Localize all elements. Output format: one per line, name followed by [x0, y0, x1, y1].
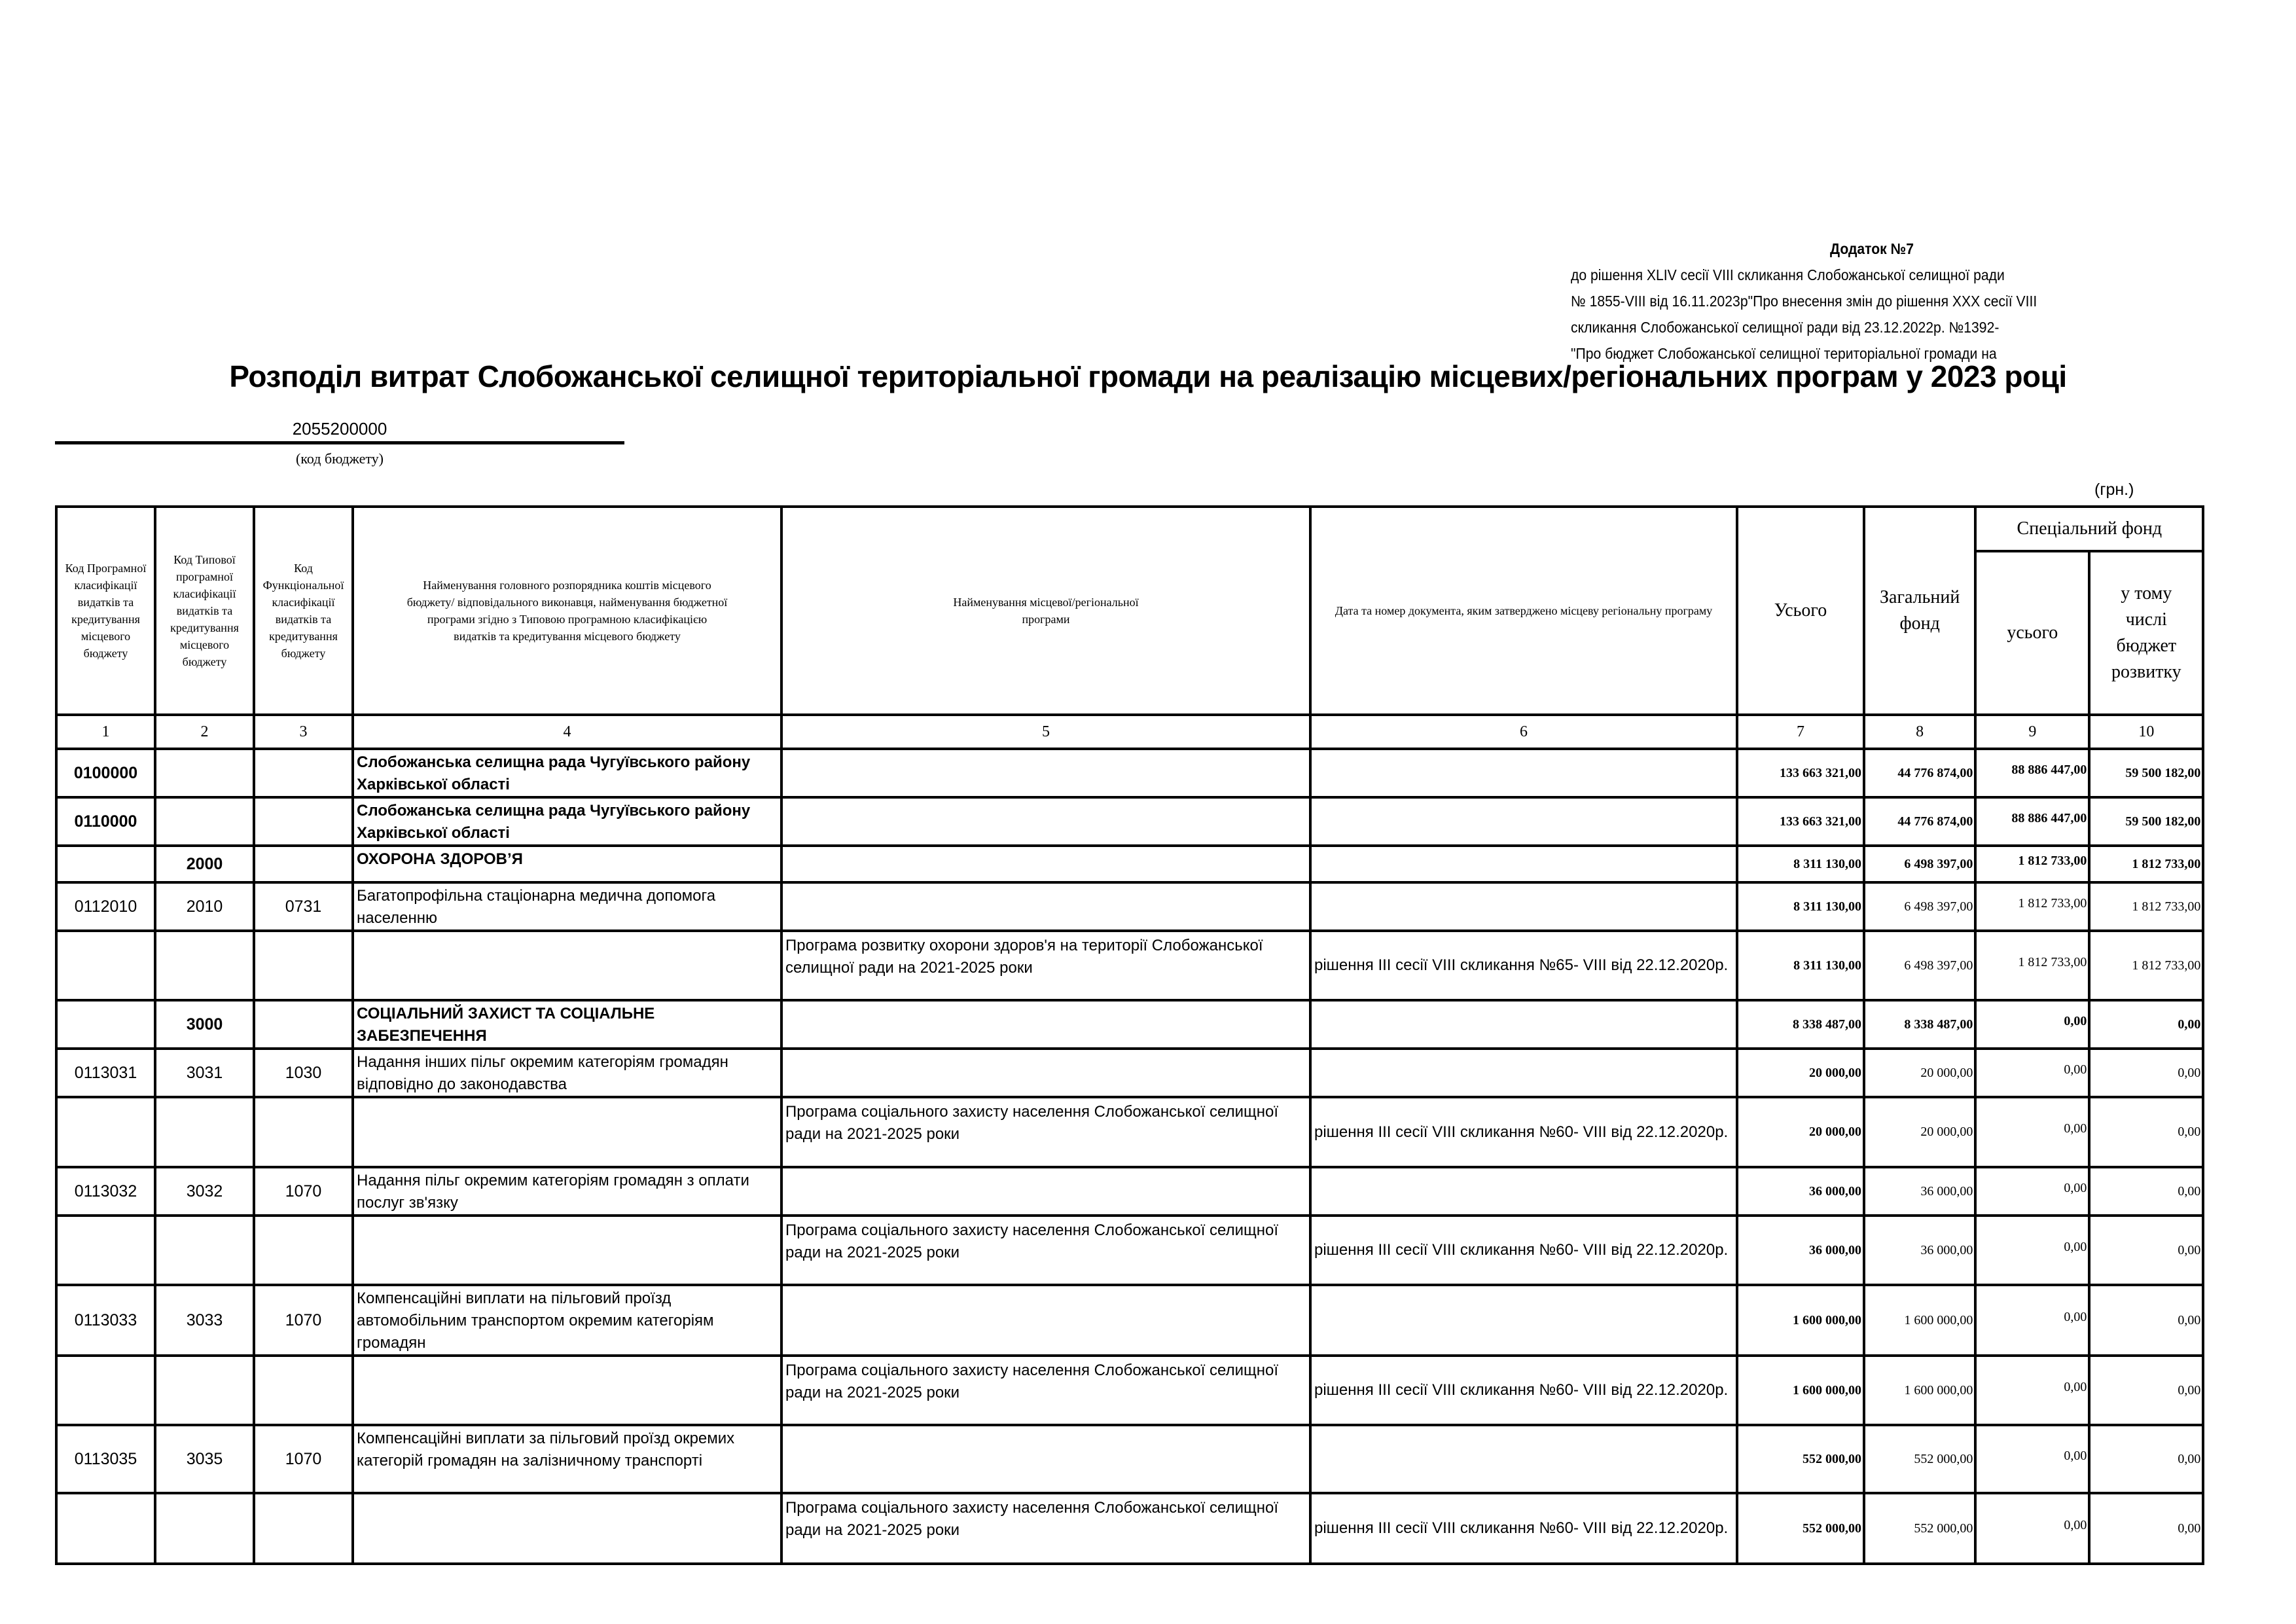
functional-code-cell: 1030 [254, 1049, 353, 1097]
approval-document-cell: рішення ІІІ сесії VIII скликання №60- VIII від 22.12.2020р. [1310, 1097, 1737, 1167]
budget-program-name-cell: Слобожанська селищна рада Чугуївського району Харківської області [353, 749, 781, 797]
typical-program-code-cell [155, 1493, 254, 1564]
local-program-name-cell: Програма соціального захисту населення Слобожанської селищної ради на 2021-2025 роки [781, 1097, 1310, 1167]
local-program-name-cell: Програма розвитку охорони здоров'я на території Слобожанської селищної ради на 2021-2025 роки [781, 931, 1310, 1000]
column-number: 6 [1310, 715, 1737, 749]
special-fund-total-cell: 0,00 [1975, 1356, 2089, 1425]
approval-document-cell [1310, 1000, 1737, 1049]
column-number: 1 [56, 715, 155, 749]
local-program-name-cell [781, 846, 1310, 882]
program-code-cell: 0113035 [56, 1425, 155, 1493]
header-c6: Дата та номер документа, яким затверджено місцеву регіональну програму [1310, 507, 1737, 715]
development-budget-cell: 0,00 [2089, 1493, 2203, 1564]
functional-code-cell [254, 1216, 353, 1285]
development-budget-cell: 1 812 733,00 [2089, 931, 2203, 1000]
general-fund-cell: 36 000,00 [1864, 1216, 1975, 1285]
typical-program-code-cell: 3032 [155, 1167, 254, 1216]
development-budget-cell: 0,00 [2089, 1356, 2203, 1425]
budget-program-name-cell: Слобожанська селищна рада Чугуївського району Харківської області [353, 797, 781, 846]
table-row [56, 1049, 2203, 1097]
header-c3: Код Функціональної класифікації видатків та кредитування бюджету [254, 507, 353, 715]
functional-code-cell: 1070 [254, 1285, 353, 1356]
column-numbers-row [56, 715, 2203, 749]
header-c2: Код Типової програмної класифікації видатків та кредитування місцевого бюджету [155, 507, 254, 715]
development-budget-cell: 0,00 [2089, 1216, 2203, 1285]
appendix-line: до рішення XLIV сесії VIII скликання Слобожанської селищної ради [1571, 266, 2005, 283]
typical-program-code-cell [155, 1356, 254, 1425]
program-code-cell: 0113033 [56, 1285, 155, 1356]
typical-program-code-cell [155, 1097, 254, 1167]
program-code-cell [56, 1356, 155, 1425]
appendix-block [1571, 236, 2149, 367]
table-row [56, 1425, 2203, 1493]
total-amount-cell: 1 600 000,00 [1737, 1285, 1864, 1356]
functional-code-cell [254, 846, 353, 882]
table-row [56, 797, 2203, 846]
general-fund-cell: 1 600 000,00 [1864, 1356, 1975, 1425]
program-code-cell [56, 1000, 155, 1049]
program-code-cell: 0110000 [56, 797, 155, 846]
typical-program-code-cell: 3031 [155, 1049, 254, 1097]
general-fund-cell: 6 498 397,00 [1864, 882, 1975, 931]
budget-program-name-cell [353, 931, 781, 1000]
budget-program-name-cell: Багатопрофільна стаціонарна медична допомога населенню [353, 882, 781, 931]
total-amount-cell: 36 000,00 [1737, 1216, 1864, 1285]
typical-program-code-cell: 3035 [155, 1425, 254, 1493]
program-code-cell [56, 1216, 155, 1285]
local-program-name-cell [781, 882, 1310, 931]
approval-document-cell [1310, 882, 1737, 931]
table-row [56, 1097, 2203, 1167]
appendix-line: скликання Слобожанської селищної ради від 23.12.2022р. №1392- [1571, 319, 2000, 336]
development-budget-cell: 1 812 733,00 [2089, 882, 2203, 931]
approval-document-cell [1310, 1167, 1737, 1216]
special-fund-total-cell: 0,00 [1975, 1097, 2089, 1167]
table-row [56, 931, 2203, 1000]
total-amount-cell: 8 338 487,00 [1737, 1000, 1864, 1049]
budget-program-name-cell: ОХОРОНА ЗДОРОВ’Я [353, 846, 781, 882]
appendix-line: № 1855-VIII від 16.11.2023р"Про внесення змін до рішення XXX сесії VIII [1571, 293, 2037, 310]
general-fund-cell: 20 000,00 [1864, 1049, 1975, 1097]
budget-program-name-cell: СОЦІАЛЬНИЙ ЗАХИСТ ТА СОЦІАЛЬНЕ ЗАБЕЗПЕЧЕННЯ [353, 1000, 781, 1049]
general-fund-cell: 20 000,00 [1864, 1097, 1975, 1167]
general-fund-cell: 8 338 487,00 [1864, 1000, 1975, 1049]
column-number: 4 [353, 715, 781, 749]
approval-document-cell: рішення ІІІ сесії VIII скликання №65- VIII від 22.12.2020р. [1310, 931, 1737, 1000]
development-budget-cell: 59 500 182,00 [2089, 797, 2203, 846]
program-code-cell [56, 931, 155, 1000]
special-fund-total-cell: 0,00 [1975, 1167, 2089, 1216]
special-fund-total-cell: 88 886 447,00 [1975, 797, 2089, 846]
header-c7: Усього [1737, 507, 1864, 715]
total-amount-cell: 133 663 321,00 [1737, 749, 1864, 797]
approval-document-cell [1310, 797, 1737, 846]
functional-code-cell [254, 931, 353, 1000]
general-fund-cell: 6 498 397,00 [1864, 846, 1975, 882]
special-fund-total-cell: 0,00 [1975, 1000, 2089, 1049]
general-fund-cell: 1 600 000,00 [1864, 1285, 1975, 1356]
table-row [56, 882, 2203, 931]
budget-code-label: (код бюджету) [296, 450, 384, 467]
general-fund-cell: 552 000,00 [1864, 1493, 1975, 1564]
typical-program-code-cell: 3033 [155, 1285, 254, 1356]
total-amount-cell: 20 000,00 [1737, 1097, 1864, 1167]
functional-code-cell [254, 1000, 353, 1049]
total-amount-cell: 133 663 321,00 [1737, 797, 1864, 846]
development-budget-cell: 0,00 [2089, 1097, 2203, 1167]
header-row [56, 507, 2203, 551]
functional-code-cell [254, 797, 353, 846]
local-program-name-cell: Програма соціального захисту населення Слобожанської селищної ради на 2021-2025 роки [781, 1216, 1310, 1285]
approval-document-cell: рішення ІІІ сесії VIII скликання №60- VIII від 22.12.2020р. [1310, 1356, 1737, 1425]
functional-code-cell: 1070 [254, 1425, 353, 1493]
currency-unit: (грн.) [2094, 480, 2134, 499]
total-amount-cell: 8 311 130,00 [1737, 882, 1864, 931]
total-amount-cell: 8 311 130,00 [1737, 931, 1864, 1000]
special-fund-total-cell: 88 886 447,00 [1975, 749, 2089, 797]
program-code-cell: 0113032 [56, 1167, 155, 1216]
approval-document-cell [1310, 749, 1737, 797]
development-budget-cell: 59 500 182,00 [2089, 749, 2203, 797]
total-amount-cell: 1 600 000,00 [1737, 1356, 1864, 1425]
general-fund-cell: 552 000,00 [1864, 1425, 1975, 1493]
program-code-cell: 0100000 [56, 749, 155, 797]
typical-program-code-cell: 2010 [155, 882, 254, 931]
approval-document-cell [1310, 1285, 1737, 1356]
local-program-name-cell [781, 1167, 1310, 1216]
table-row [56, 1167, 2203, 1216]
header-c5: Найменування місцевої/регіональної програми [781, 507, 1310, 715]
table-row [56, 1000, 2203, 1049]
header-c4: Найменування головного розпорядника коштів місцевого бюджету/ відповідального виконавця, найменування бюджетної програми згідно з Типовою програмною класифікацією видатків та кредитування місцевого бюджету [353, 507, 781, 715]
typical-program-code-cell [155, 797, 254, 846]
column-number: 3 [254, 715, 353, 749]
program-code-cell: 0112010 [56, 882, 155, 931]
table-row [56, 1285, 2203, 1356]
approval-document-cell: рішення ІІІ сесії VIII скликання №60- VIII від 22.12.2020р. [1310, 1216, 1737, 1285]
budget-code-underline [55, 441, 624, 444]
general-fund-cell: 6 498 397,00 [1864, 931, 1975, 1000]
local-program-name-cell [781, 1000, 1310, 1049]
header-special-fund: Спеціальний фонд [1975, 507, 2203, 551]
total-amount-cell: 552 000,00 [1737, 1425, 1864, 1493]
functional-code-cell [254, 1097, 353, 1167]
approval-document-cell [1310, 1049, 1737, 1097]
functional-code-cell [254, 1356, 353, 1425]
development-budget-cell: 0,00 [2089, 1285, 2203, 1356]
column-number: 10 [2089, 715, 2203, 749]
approval-document-cell [1310, 846, 1737, 882]
typical-program-code-cell [155, 931, 254, 1000]
header-c9: усього [1975, 551, 2089, 715]
development-budget-cell: 0,00 [2089, 1167, 2203, 1216]
typical-program-code-cell: 3000 [155, 1000, 254, 1049]
header-c1: Код Програмної класифікації видатків та кредитування місцевого бюджету [56, 507, 155, 715]
development-budget-cell: 0,00 [2089, 1049, 2203, 1097]
table-row [56, 1356, 2203, 1425]
general-fund-cell: 44 776 874,00 [1864, 749, 1975, 797]
budget-program-name-cell [353, 1216, 781, 1285]
special-fund-total-cell: 0,00 [1975, 1216, 2089, 1285]
budget-program-name-cell [353, 1356, 781, 1425]
column-number: 7 [1737, 715, 1864, 749]
special-fund-total-cell: 1 812 733,00 [1975, 882, 2089, 931]
development-budget-cell: 0,00 [2089, 1000, 2203, 1049]
typical-program-code-cell [155, 749, 254, 797]
program-code-cell [56, 846, 155, 882]
local-program-name-cell [781, 1049, 1310, 1097]
column-number: 8 [1864, 715, 1975, 749]
special-fund-total-cell: 1 812 733,00 [1975, 846, 2089, 882]
budget-program-name-cell: Компенсаційні виплати на пільговий проїзд автомобільним транспортом окремим категоріям громадян [353, 1285, 781, 1356]
special-fund-total-cell: 0,00 [1975, 1285, 2089, 1356]
total-amount-cell: 552 000,00 [1737, 1493, 1864, 1564]
local-program-name-cell: Програма соціального захисту населення Слобожанської селищної ради на 2021-2025 роки [781, 1356, 1310, 1425]
local-program-name-cell [781, 797, 1310, 846]
programs-table [55, 505, 2204, 1565]
table-row [56, 846, 2203, 882]
total-amount-cell: 36 000,00 [1737, 1167, 1864, 1216]
special-fund-total-cell: 1 812 733,00 [1975, 931, 2089, 1000]
table-row [56, 1493, 2203, 1564]
program-code-cell: 0113031 [56, 1049, 155, 1097]
budget-program-name-cell [353, 1097, 781, 1167]
header-c10: у тому числі бюджет розвитку [2089, 551, 2203, 715]
local-program-name-cell [781, 1285, 1310, 1356]
column-number: 2 [155, 715, 254, 749]
program-code-cell [56, 1493, 155, 1564]
general-fund-cell: 36 000,00 [1864, 1167, 1975, 1216]
typical-program-code-cell [155, 1216, 254, 1285]
appendix-title: Додаток №7 [1829, 240, 1914, 257]
approval-document-cell: рішення ІІІ сесії VIII скликання №60- VIII від 22.12.2020р. [1310, 1493, 1737, 1564]
total-amount-cell: 20 000,00 [1737, 1049, 1864, 1097]
development-budget-cell: 1 812 733,00 [2089, 846, 2203, 882]
table-row [56, 1216, 2203, 1285]
general-fund-cell: 44 776 874,00 [1864, 797, 1975, 846]
functional-code-cell [254, 749, 353, 797]
approval-document-cell [1310, 1425, 1737, 1493]
column-number: 5 [781, 715, 1310, 749]
program-code-cell [56, 1097, 155, 1167]
functional-code-cell: 1070 [254, 1167, 353, 1216]
total-amount-cell: 8 311 130,00 [1737, 846, 1864, 882]
budget-program-name-cell: Надання пільг окремим категоріям громадян з оплати послуг зв'язку [353, 1167, 781, 1216]
development-budget-cell: 0,00 [2089, 1425, 2203, 1493]
typical-program-code-cell: 2000 [155, 846, 254, 882]
table-row [56, 749, 2203, 797]
budget-program-name-cell: Компенсаційні виплати за пільговий проїзд окремих категорій громадян на залізничному транспорті [353, 1425, 781, 1493]
special-fund-total-cell: 0,00 [1975, 1493, 2089, 1564]
table-body [56, 749, 2203, 1564]
appendix-line: "Про бюджет Слобожанської селищної територіальної громади на [1571, 345, 1997, 362]
special-fund-total-cell: 0,00 [1975, 1049, 2089, 1097]
functional-code-cell [254, 1493, 353, 1564]
local-program-name-cell: Програма соціального захисту населення Слобожанської селищної ради на 2021-2025 роки [781, 1493, 1310, 1564]
column-number: 9 [1975, 715, 2089, 749]
budget-code: 2055200000 [292, 419, 387, 439]
special-fund-total-cell: 0,00 [1975, 1425, 2089, 1493]
local-program-name-cell [781, 749, 1310, 797]
budget-program-name-cell: Надання інших пільг окремим категоріям громадян відповідно до законодавства [353, 1049, 781, 1097]
functional-code-cell: 0731 [254, 882, 353, 931]
budget-program-name-cell [353, 1493, 781, 1564]
document-title: Розподіл витрат Слобожанської селищної територіальної громади на реалізацію місцевих/регіональних програм у 2023 році [229, 359, 2067, 393]
local-program-name-cell [781, 1425, 1310, 1493]
header-c8: Загальний фонд [1864, 507, 1975, 715]
